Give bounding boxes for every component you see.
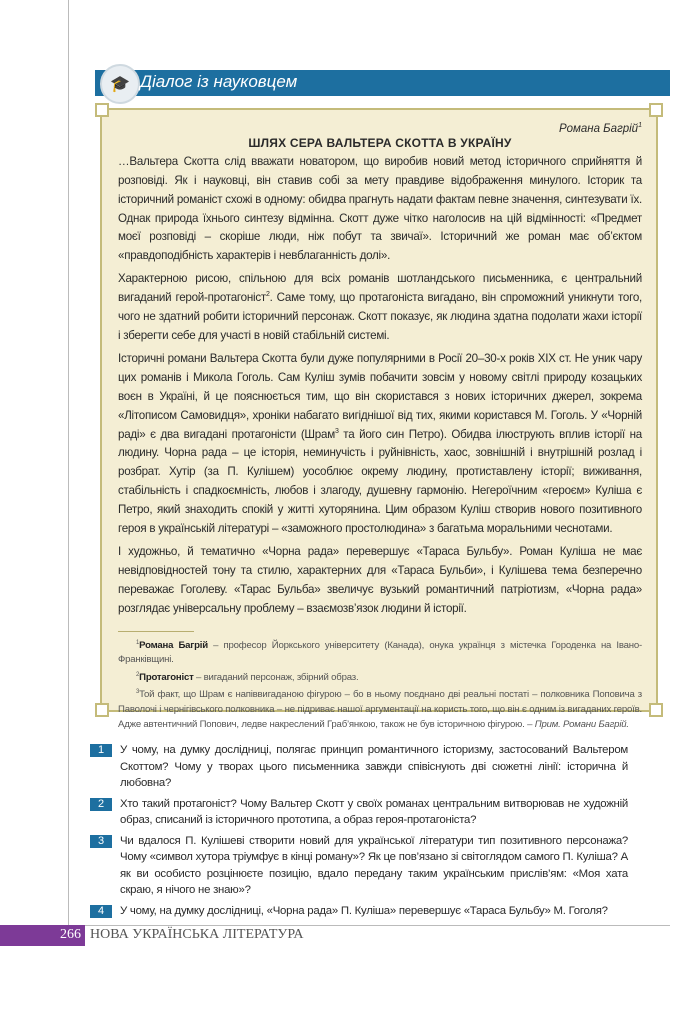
article-box (100, 108, 658, 730)
text: Історичні романи Вальтера Скотта були дуже популярними в Росії 20–30-х років XIX ст. Не уник чару цих романів і Микола Гоголь. Сам Куліш зумів побачити зовсім у новому світлі природу козацьких воєн в Україні, й це пояснюється тим, що він скористався з нових історичних джерел, зокрема «Літописом Самовидця», хроніки набагато вигіднішої від тих, якими користався М. Гоголь. У «Чорній раді» є два вигадані протагоністи (Шрам (118, 351, 642, 441)
question-text: Чи вдалося П. Кулішеві створити новий для української літератури тип позитивного персонажа? Чому «символ хутора тріумфує в кінці роману»? Як це пов’язано зі світоглядом самого П. Куліша? А як ви особисто розцінюєте позицію, вдало передану таким українським прислів’ям: «Моя хата скраю, я нічого не знаю»? (120, 834, 628, 896)
questions-list (90, 742, 628, 923)
corner-ornament (95, 103, 109, 117)
footnote-text: – вигаданий персонаж, збірний образ. (193, 671, 359, 683)
footnote-text: Той факт, що Шрам є напіввигаданою фігурою – бо в ньому поєднано дві реальні постаті – полковника Поповича з Паволочі і чернігівського полковника – не підриває нашої аргументації на користь того, що він є одним із вигаданих героїв. Адже автентичний Попович, ледве накреслений Граб’янкою, також не був історичною фігурою. – (118, 689, 642, 730)
footnote-ref: 3 (334, 427, 339, 435)
footnote-term: Романа Багрій (139, 639, 208, 651)
text: та його син Петро). Обидва ілюструють вплив історії на людину. Чорна рада – це історія, неминучість і руйнівність, хаос, зовнішній і внутрішній розлад і розбрат. Хутір (за П. Кулішем) уособлює окрему людину, протиставлену історії; виживання, стабільність і спадкоємність, любов і злагоду, душевну гармонію. Негероїчним «героєм» Куліша є Петро, який знаходить спокій у житті хуторянина. Цим образом Куліш створив нового позитивного героя в українській літературі – «заможного простолюдина» з багатьма моральними чеснотами. (118, 427, 642, 536)
text: . Саме тому, що протагоніста вигадано, він спроможний уникнути того, чого не здатний робити історичний персонаж. Скотт показує, як людина здатна подолати жахи історії і зберегти себе для участі в новій стабільній системі. (118, 291, 642, 342)
corner-ornament (95, 703, 109, 717)
question-text: У чому, на думку дослідниці, «Чорна рада» П. Куліша» перевершує «Тараса Бульбу» М. Гоголя? (120, 904, 608, 917)
question-item (90, 742, 628, 792)
question-item (90, 833, 628, 899)
footnote (118, 668, 642, 686)
footnote-text: – професор Йоркського університету (Канада), онука українця з містечка Городенка на Івано-Франківщині. (118, 639, 643, 666)
paragraph (118, 270, 642, 346)
footnote-term: Протагоніст (139, 671, 194, 683)
article-author (118, 122, 642, 135)
footnote-attribution: Прим. Романи Багрій. (534, 718, 629, 730)
section-title: Діалог із науковцем (140, 72, 298, 91)
footnote-num: 3 (136, 689, 140, 696)
footnote-ref: 2 (265, 291, 270, 299)
footnote-num: 1 (136, 639, 140, 646)
question-number: 1 (90, 744, 112, 757)
question-item (90, 903, 628, 920)
question-item (90, 796, 628, 829)
footnote-ref: 1 (638, 122, 642, 129)
author-name: Романа Багрій (559, 122, 639, 135)
question-number: 4 (90, 905, 112, 918)
paragraph (118, 350, 642, 539)
footnote-divider (118, 631, 194, 632)
question-number: 2 (90, 798, 112, 811)
page-number: 266 (60, 927, 81, 942)
graduation-cap-icon: 🎓 (100, 64, 140, 104)
question-text: У чому, на думку дослідниці, полягає принцип романтичного історизму, застосований Вальтером Скоттом? Чому у творах цього письменника завжди співіснують дві сюжетні лінії: історична й любовна? (120, 744, 628, 789)
footnote (118, 636, 642, 668)
paragraph: …Вальтера Скотта слід вважати новатором, що виробив новий метод історичного сприйняття й розповіді. Як і науковці, він ставив собі за мету правдиве відображення минулого. Історик та історичний романіст схожі в одному: обидва прагнуть надати фактам певне значення, синтезувати їх. Однак природа їхнього синтезу відмінна. Скотт дуже чітко наголосив на цій відмінності: «Предмет моєї розповіді – скоріше люди, ніж побут та звичаї». Історичний же роман має об’єктом «правдоподібність характерів і невблаганність долі». (118, 154, 642, 263)
section-banner (95, 70, 670, 96)
paragraph: І художньо, й тематично «Чорна рада» перевершує «Тараса Бульбу». Роман Куліша не має невідповідностей тону та стилю, характерних для «Тараса Бульби», і Кулішева тема безперечно переважає Гоголеву. «Тарас Бульба» звеличує вузький романтичний патріотизм, «Чорна рада» розглядає універсальну проблему – взаємозв’язок людини й історії. (118, 544, 642, 615)
page-number-tab (0, 925, 85, 946)
article-title: ШЛЯХ СЕРА ВАЛЬТЕРА СКОТТА В УКРАЇНУ (248, 135, 512, 150)
footnote (118, 685, 642, 732)
corner-ornament (649, 103, 663, 117)
margin-line (68, 0, 69, 930)
question-text: Хто такий протагоніст? Чому Вальтер Скотт у своїх романах центральним витворював не художній образ, списаний із історичного прототипа, а образ героя-протагоніста? (120, 797, 628, 826)
book-title: НОВА УКРАЇНСЬКА ЛІТЕРАТУРА (90, 927, 304, 942)
text: Характерною рисою, спільною для всіх романів шотландського письменника, є центральний вигаданий герой-протагоніст (118, 272, 642, 305)
footer-divider (85, 925, 670, 926)
question-number: 3 (90, 835, 112, 848)
corner-ornament (649, 703, 663, 717)
footnote-num: 2 (136, 671, 140, 678)
